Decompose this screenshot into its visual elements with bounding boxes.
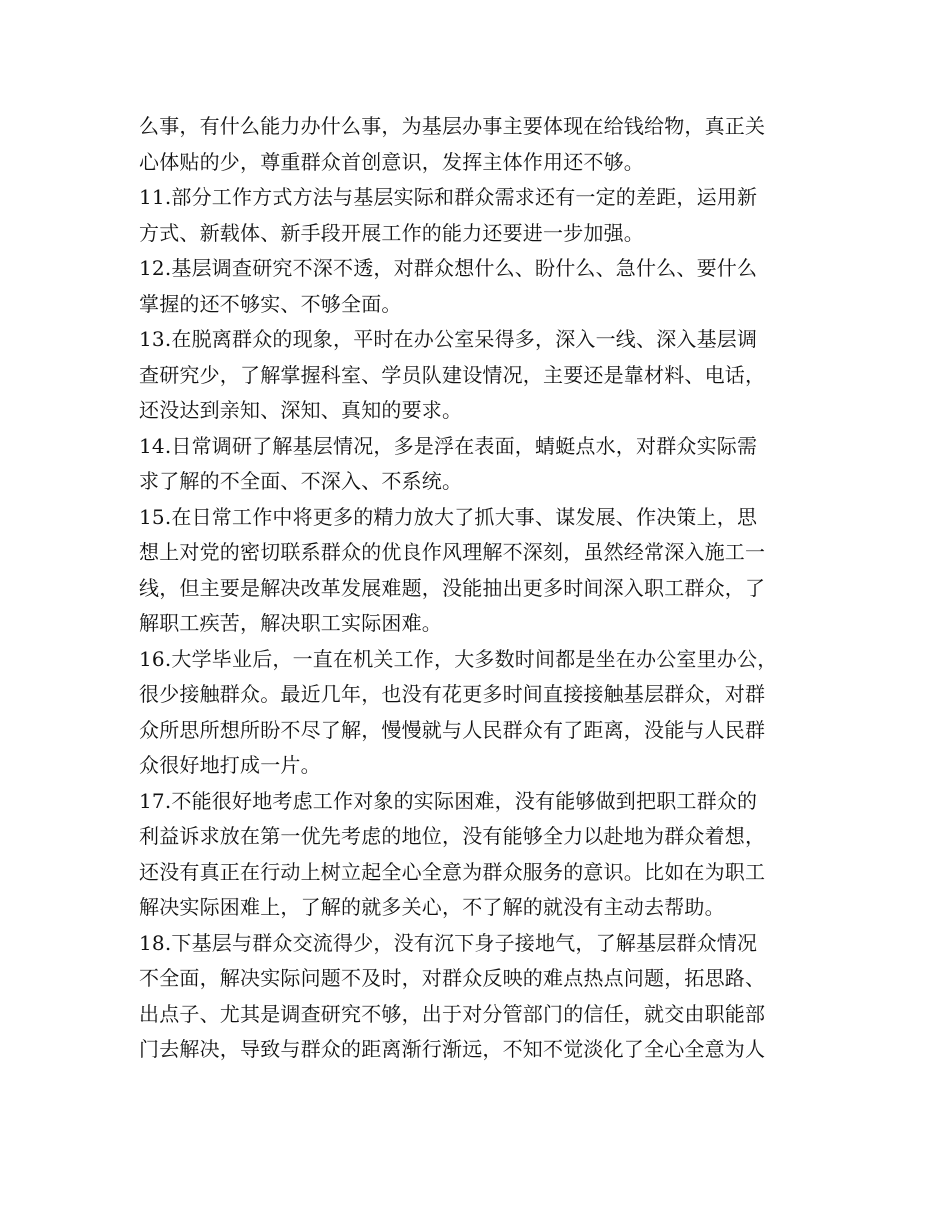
text-line: 18.下基层与群众交流得少，没有沉下身子接地气，了解基层群众情况 bbox=[139, 930, 758, 955]
text-line: 利益诉求放在第一优先考虑的地位，没有能够全力以赴地为群众着想， bbox=[139, 824, 766, 848]
text-line: 17.不能很好地考虑工作对象的实际困难，没有能够做到把职工群众的 bbox=[139, 788, 758, 813]
text-line: 众所思所想所盼不尽了解，慢慢就与人民群众有了距离，没能与人民群 bbox=[139, 717, 766, 742]
text-line: 14.日常调研了解基层情况，多是浮在表面，蜻蜓点水，对群众实际需 bbox=[139, 433, 758, 458]
text-line: 查研究少，了解掌握科室、学员队建设情况，主要还是靠材料、电话， bbox=[139, 362, 766, 387]
text-line: 出点子、尤其是调查研究不够，出于对分管部门的信任，就交由职能部 bbox=[139, 1001, 766, 1026]
text-line: 么事，有什么能力办什么事，为基层办事主要体现在给钱给物，真正关 bbox=[139, 114, 766, 138]
text-line: 门去解决，导致与群众的距离渐行渐远，不知不觉淡化了全心全意为人 bbox=[139, 1037, 766, 1061]
text-line: 掌握的还不够实、不够全面。 bbox=[139, 291, 402, 316]
text-line: 想上对党的密切联系群众的优良作风理解不深刻，虽然经常深入施工一 bbox=[139, 540, 766, 564]
text-line: 方式、新载体、新手段开展工作的能力还要进一步加强。 bbox=[139, 220, 644, 245]
text-line: 12.基层调查研究不深不透，对群众想什么、盼什么、急什么、要什么 bbox=[139, 256, 758, 280]
text-line: 求了解的不全面、不深入、不系统。 bbox=[139, 469, 463, 493]
text-line: 15.在日常工作中将更多的精力放大了抓大事、谋发展、作决策上，思 bbox=[139, 504, 758, 529]
text-line: 解职工疾苦，解决职工实际困难。 bbox=[139, 611, 442, 635]
text-line: 心体贴的少，尊重群众首创意识，发挥主体作用还不够。 bbox=[139, 149, 644, 174]
text-line: 解决实际困难上，了解的就多关心，不了解的就没有主动去帮助。 bbox=[139, 895, 725, 919]
text-line: 很少接触群众。最近几年，也没有花更多时间直接接触基层群众，对群 bbox=[139, 682, 766, 706]
text-line: 11.部分工作方式方法与基层实际和群众需求还有一定的差距，运用新 bbox=[139, 185, 758, 209]
text-line: 16.大学毕业后，一直在机关工作，大多数时间都是坐在办公室里办公， bbox=[139, 646, 778, 671]
text-line: 13.在脱离群众的现象，平时在办公室呆得多，深入一线、深入基层调 bbox=[139, 327, 758, 351]
text-line: 不全面，解决实际问题不及时，对群众反映的难点热点问题，拓思路、 bbox=[139, 966, 766, 990]
text-line: 线，但主要是解决改革发展难题，没能抽出更多时间深入职工群众，了 bbox=[139, 575, 766, 600]
text-line: 还没有真正在行动上树立起全心全意为群众服务的意识。比如在为职工 bbox=[139, 859, 766, 884]
document-body bbox=[139, 109, 829, 1068]
text-line: 众很好地打成一片。 bbox=[139, 753, 321, 777]
text-line: 还没达到亲知、深知、真知的要求。 bbox=[139, 398, 463, 422]
